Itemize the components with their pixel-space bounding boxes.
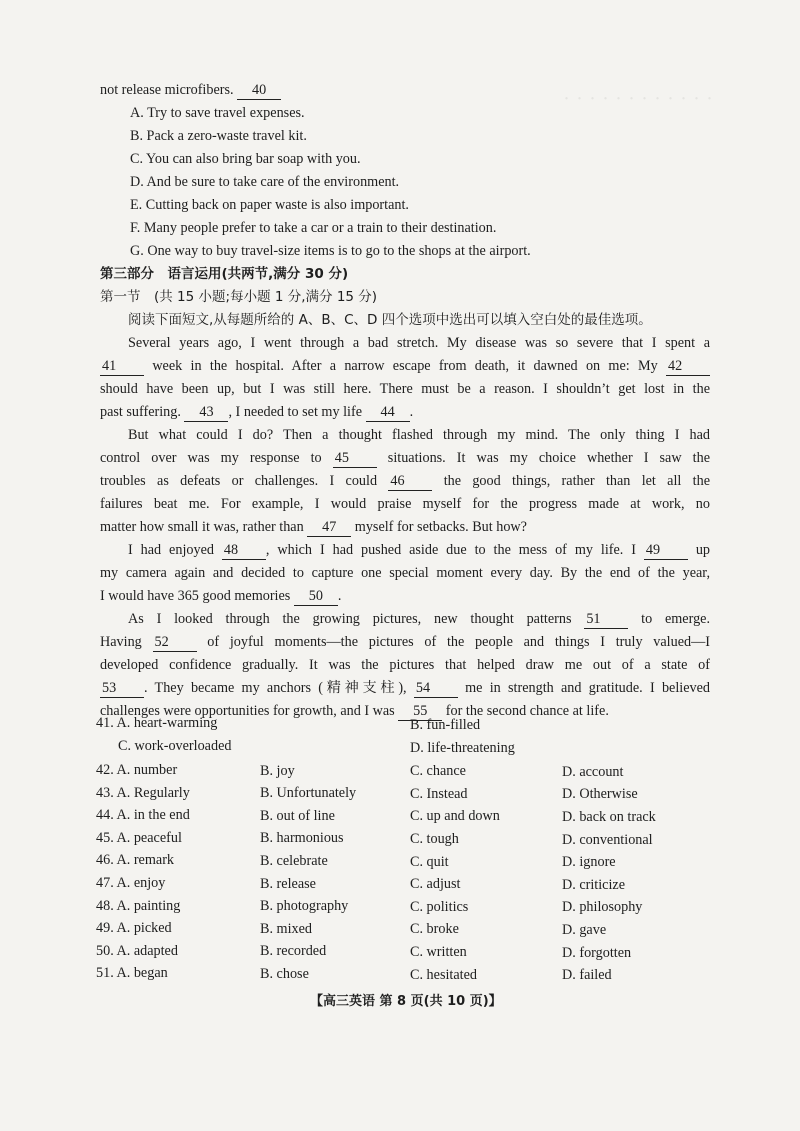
page-footer: 【高三英语 第 8 页(共 10 页)】 [310, 994, 502, 1009]
question-option: C. adjust [410, 876, 461, 893]
blank-54: 54 [414, 680, 458, 698]
question-option: B. photography [260, 898, 349, 915]
question-option: D. back on track [562, 809, 656, 825]
passage-line: matter how small it was, rather than 47 myself for setbacks. But how? [100, 519, 527, 535]
passage-line: Having 52 of joyful moments—the pictures of the people and things I truly valued—I [100, 634, 711, 650]
blank-49: 49 [644, 542, 688, 560]
blank-45: 45 [333, 450, 377, 468]
passage-line: But what could I do? Then a thought flashed through my mind. The only thing I had [128, 427, 710, 443]
question-option: C. hesitated [410, 966, 477, 983]
question-option: 43. A. Regularly [96, 784, 190, 801]
question-option: D. life-threatening [410, 740, 515, 756]
blank-47: 47 [307, 519, 351, 537]
question-option: C. broke [410, 921, 459, 938]
blank-43: 43 [184, 404, 228, 422]
blank-55: 55 [398, 703, 442, 721]
passage-line: my camera again and decided to capture one special moment every day. By the end of the year, [100, 565, 710, 581]
question-option: D. account [562, 763, 624, 780]
question-option: B. Unfortunately [260, 785, 357, 802]
question-option: C. Instead [410, 785, 468, 802]
blank-46: 46 [388, 473, 432, 491]
passage-line: Several years ago, I went through a bad stretch. My disease was so severe that I spent a [128, 335, 710, 351]
question-option: B. fun-filled [410, 717, 481, 733]
exam-page: ・・・・・・・・・・・・ not release microfibers. 40 A. Try to save travel expenses. B. Pack a zero-waste travel kit. C. You can also bring bar soap with you. D. And be sure to take care of the environment. E. Cutting back on paper waste is also important. F. Many people prefer to take a car or a train to their destination. G. One way to buy travel-size items is to go to the shops at the airport. 第三部分 语言运用(共两节,满分 30 分) 第一节 (共 15 小题;每小题 1 分,满分 15 分) 阅读下面短文,从每题所给的 A、B、C、D 四个选项中选出可以填入空白处的最佳选项。 Several years ago, I went through a bad stretch. My disease was so severe that I spent a 41 week in the hospital. After a narrow escape from death, it dawned on me: My 42 should have been up, but I was still here. There must be a reason. I shouldn’t get lost in the past suffering. 43 , I needed to set my life 44 . But what could I do? Then a thought flashed through my mind. The only thing I had control over was my response to 45 situations. It was my choice whether I saw the troubles as defeats or challenges. I could 46 the good things, rather than let all the failures beat me. For example, I would praise myself for the progress made at work, no matter how small it was, rather than 47 myself for setbacks. But how? I had enjoyed 48 , which I had pushed aside due to the mess of my life. I 49 up my camera again and decided to capture one special moment every day. By the end of the year, I would have 365 good memories 50 . As I looked through the growing pictures, new thought patterns 51 to emerge. Having 52 of joyful moments—the pictures of the people and things I truly valued—I developed confidence gradually. It was the pictures that helped draw me out of a state of 53 . They became my anchors (精神支柱), 54 me in strength and gratitude. I believed challenges were opportunities for growth, and I was 55 for the second chance at life. 41. A. heart-warming B. fun-filled C. work-overloaded D. life-threatening 42. A. number B. joy C. chance D. account 43. A. Regularly B. Unfortunately C. Instead D. Otherwise 44. A. in the end B. out of line C. up and down D. back on track 45. A. peaceful B. harmonious C. tough D. conventional 46. A. remark B. celebrate C. quit D. ignore 47. A. enjoy B. release C. adjust D. criticize 48. A. painting B. photography C. politics D. philosophy 49. A. picked B. mixed C. broke D. gave 50. A. adapted B. recorded C. written D. forgotten 51. A. began B. chose C. hesitated D. failed 【高三英语 第 8 页(共 10 页)】 [96, 82, 717, 1009]
question-option: B. release [260, 875, 316, 892]
passage-line: should have been up, but I was still here. There must be a reason. I shouldn’t get lost in the [100, 381, 710, 397]
passage-line: control over was my response to 45 situations. It was my choice whether I saw the [100, 450, 711, 466]
question-option: B. out of line [260, 807, 335, 824]
question-option: C. written [410, 944, 467, 960]
question-option: 49. A. picked [96, 920, 172, 937]
passage-line: challenges were opportunities for growth, and I was 55 for the second chance at life. [100, 703, 609, 719]
blank-48: 48 [222, 542, 266, 560]
question-option: C. tough [410, 831, 459, 847]
question-option: 45. A. peaceful [96, 829, 182, 846]
blank-44: 44 [366, 404, 410, 422]
blank-52: 52 [153, 634, 197, 652]
passage-line: troubles as defeats or challenges. I could 46 the good things, rather than let all the [100, 473, 711, 489]
question-option: C. politics [410, 898, 469, 915]
question-option: 46. A. remark [96, 852, 175, 869]
question-option: C. quit [410, 853, 449, 870]
question-option: 48. A. painting [96, 897, 181, 914]
blank-50: 50 [294, 588, 338, 606]
question-option: 47. A. enjoy [96, 875, 166, 891]
passage-line: I had enjoyed 48 , which I had pushed aside due to the mess of my life. I 49 up [128, 542, 711, 558]
question-option: 42. A. number [96, 762, 178, 778]
passage-line: 41 week in the hospital. After a narrow escape from death, it dawned on me: My 42 [100, 356, 710, 376]
option-a: A. Try to save travel expenses. [130, 105, 305, 121]
blank-51: 51 [584, 611, 628, 629]
section-instruction: 阅读下面短文,从每题所给的 A、B、C、D 四个选项中选出可以填入空白处的最佳选项。 [128, 312, 652, 328]
question-option: C. chance [410, 763, 466, 780]
question-option: B. harmonious [260, 830, 344, 847]
question-option: D. conventional [562, 831, 653, 848]
blank-53: 53 [100, 680, 144, 698]
section-subtitle: 第一节 (共 15 小题;每小题 1 分,满分 15 分) [100, 289, 378, 305]
question-option: B. chose [260, 966, 309, 982]
passage-line: 53 . They became my anchors (精神支柱), 54 me in strength and gratitude. I believed [102, 680, 711, 696]
question-option: D. ignore [562, 854, 616, 871]
option-b: B. Pack a zero-waste travel kit. [130, 128, 307, 144]
question-option: 41. A. heart-warming [96, 715, 218, 731]
question-option: D. criticize [562, 876, 626, 893]
question-option: 50. A. adapted [96, 942, 178, 959]
question-option: B. joy [260, 762, 295, 779]
question-option: 51. A. began [96, 965, 168, 982]
passage-line: developed confidence gradually. It was the pictures that helped draw me out of a state of [100, 657, 710, 673]
question-option: D. gave [562, 922, 607, 938]
question-option: B. recorded [260, 943, 327, 960]
blank-40: 40 [237, 82, 281, 100]
option-g: G. One way to buy travel-size items is to go to the shops at the airport. [130, 243, 531, 259]
question-option: C. up and down [410, 808, 500, 825]
passage-line: I would have 365 good memories 50 . [100, 588, 342, 604]
question-option: D. Otherwise [562, 786, 638, 803]
option-f: F. Many people prefer to take a car or a train to their destination. [130, 220, 497, 236]
blank-42: 42 [666, 358, 710, 376]
passage-line: As I looked through the growing pictures, new thought patterns 51 to emerge. [128, 611, 711, 627]
question-option: 44. A. in the end [96, 807, 190, 824]
passage-line: failures beat me. For example, I would praise myself for the progress made at work, no [100, 496, 710, 512]
passage-line: past suffering. 43 , I needed to set my life 44 . [100, 404, 414, 420]
question-option: D. philosophy [562, 899, 643, 916]
question-option: B. mixed [260, 920, 313, 937]
question-option: B. celebrate [260, 853, 328, 869]
question-option: D. failed [562, 967, 612, 984]
blank-41: 41 [100, 358, 144, 376]
option-d: D. And be sure to take care of the environment. [130, 174, 400, 190]
option-c: C. You can also bring bar soap with you. [130, 151, 361, 167]
question-option: C. work-overloaded [118, 738, 232, 754]
top-fragment: not release microfibers. 40 [100, 80, 281, 100]
option-e: E. Cutting back on paper waste is also important. [130, 197, 409, 213]
question-option: D. forgotten [562, 944, 632, 961]
section-title: 第三部分 语言运用(共两节,满分 30 分) [100, 266, 349, 282]
